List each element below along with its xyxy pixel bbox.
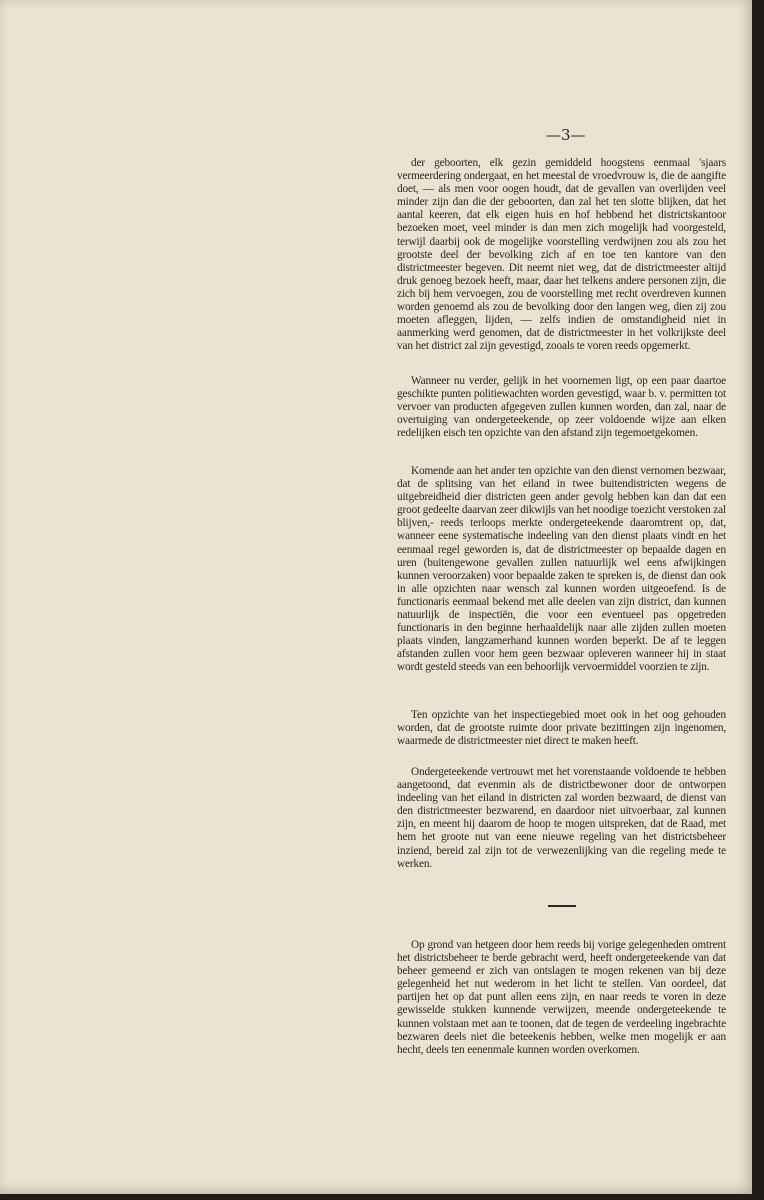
paragraph-text: Komende aan het ander ten opzichte van den dienst vernomen bezwaar, dat de splitsing van het eiland in twee buitendistricten wegens de uitgebreidheid dier districten geen ander gevolg hebben kan dan dat een groot gedeelte daarvan zeer dikwijls van het noodige toezicht verstoken zal blijven,- reeds terloops merkte ondergeteekende daaromtrent op, dat, wanneer eene systematische indeeling van den dienst plaats vindt en het eenmaal regel geworden is, dat de districtmeester op bepaalde dagen en uren (buitengewone gevallen zullen natuurlijk wel eens afwijkingen kunnen veroorzaken) voor bepaalde zaken te spreken is, de dienst dan ook in alle opzichten naar wensch zal kunnen worden uitgeoefend. Is de functionaris eenmaal bekend met alle deelen van zijn district, dan kunnen natuurlijk de inspectiën, die voor een eventueel pas opgetreden functionaris in den beginne herhaaldelijk naar alle zijden zullen moeten plaats vinden, langzamerhand kunnen worden beperkt. De af te leggen afstanden zullen voor hem geen bezwaar opleveren wanneer hij in staat wordt gesteld steeds van een behoorlijk vervoermiddel voorzien te zijn. xyxy=(397,465,726,674)
paragraph-text: Op grond van hetgeen door hem reeds bij vorige gelegenheden omtrent het districtsbeheer te berde gebracht werd, heeft ondergeteekende van dat beheer gemeend er zich van ontslagen te mogen rekenen van bij deze gelegenheid het nut wederom in het licht te stellen. Van oordeel, dat partijen het op dat punt allen eens zijn, en naar reeds te voren in deze gewisselde stukken kunnende verwijzen, meende ondergeteekende te kunnen volstaan met aan te toonen, dat de tegen de verdeeling ingebrachte bezwaren deels niet die beteekenis hebben, welke men mogelijk er aan hecht, deels ten eenenmale kunnen worden overkomen. xyxy=(397,939,726,1056)
scan-edge-bottom xyxy=(0,1194,764,1200)
section-divider xyxy=(548,905,576,907)
paragraph-1 xyxy=(397,157,726,371)
page-number: —3— xyxy=(546,126,586,144)
paragraph-4 xyxy=(397,709,726,755)
paragraph-3 xyxy=(397,465,726,697)
scan-edge-right xyxy=(752,0,764,1200)
paragraph-text: Ondergeteekende vertrouwt met het vorenstaande voldoende te hebben aangetoond, dat evenmin als de districtbewoner door de ontworpen indeeling van het eiland in districten zal worden bezwaard, de dienst van den districtmeester bezwarend, en daardoor niet uitvoerbaar, zal kunnen zijn, en meent hij daarom de hoop te mogen uitspreken, dat de Raad, met hem het groote nut van eene nieuwe regeling van het districtsbeheer inziend, bereid zal zijn tot de verwezenlijking van die regeling mede te werken. xyxy=(397,766,726,870)
paragraph-5 xyxy=(397,766,726,876)
paragraph-6 xyxy=(397,939,726,1069)
paragraph-2 xyxy=(397,375,726,459)
paragraph-text: der geboorten, elk gezin gemiddeld hoogstens eenmaal 'sjaars vermeerdering ondergaat, en het meestal de vroedvrouw is, die de aangifte doet, — als men voor oogen houdt, dat de gevallen van overlijden veel minder zijn dan die der geboorten, dan zal het ten slotte blijken, dat het aantal keeren, dat elk eigen huis en hof hebbend het districtskantoor bezoeken moet, veel minder is dan men zich mogelijk had voorgesteld, terwijl daarbij ook de mogelijke voorstelling verdwijnen zou als zou het grootste deel der bevolking zich af en toe ten kantore van den districtmeester begeven. Dit neemt niet weg, dat de districtmeester altijd druk genoeg bezoek heeft, maar, daar het telkens andere personen zijn, die zich bij hem vervoegen, zou de voorstelling met recht overdreven kunnen worden genoemd als zou de bevolking door den langen weg, dien zij zou moeten afleggen, lijden, — zelfs indien de omstandigheid niet in aanmerking werd genomen, dat de districtmeester in het volkrijkste deel van het district zal zijn gevestigd, zooals te voren reeds opgemerkt. xyxy=(397,157,726,353)
paragraph-text: Wanneer nu verder, gelijk in het voornemen ligt, op een paar daartoe geschikte punten politiewachten worden gevestigd, waar b. v. permitten tot vervoer van producten afgegeven zullen kunnen worden, dan zal, naar de overtuiging van ondergeteekende, op zeer voldoende wijze aan elken redelijken eisch ten opzichte van den afstand zijn tegemoetgekomen. xyxy=(397,375,726,440)
paragraph-text: Ten opzichte van het inspectiegebied moet ook in het oog gehouden worden, dat de grootste ruimte door private bezittingen zijn ingenomen, waarmede de districtmeester niet direct te maken heeft. xyxy=(397,709,726,748)
